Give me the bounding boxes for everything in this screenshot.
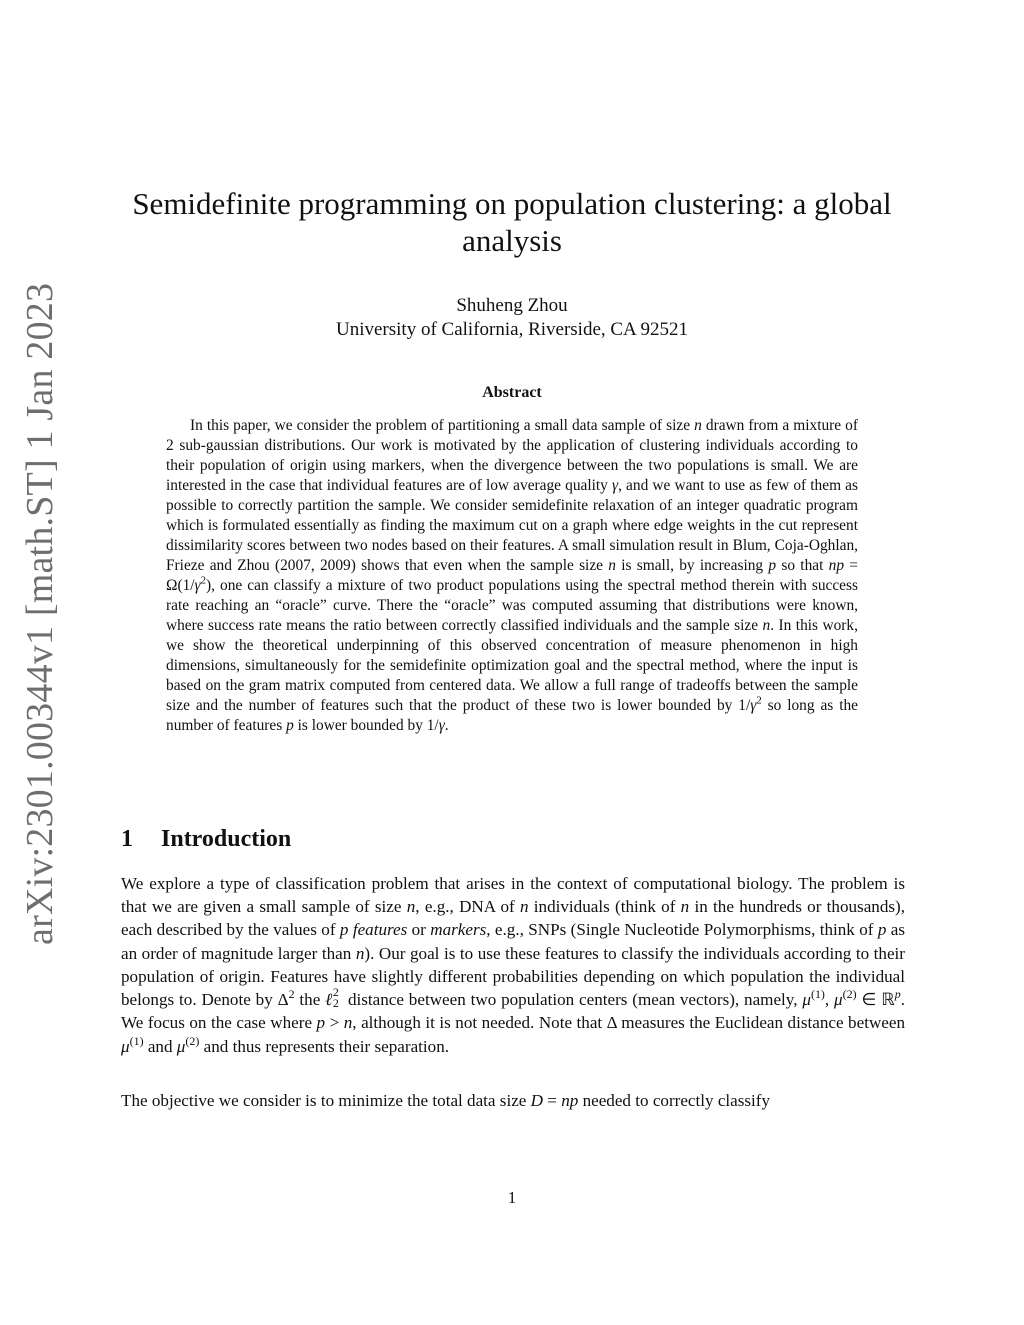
abstract-text: In this paper, we consider the problem of partitioning a small data sample of size n drawn from a mixture of 2 sub-gaussian distributions. Our work is motivated by the application of clustering individuals according to their population of origin using markers, when the divergence between the two populations is small. We are interested in the case that individual features are of low average quality γ, and we want to use as few of them as possible to correctly partition the sample. We consider semidefinite relaxation of an integer quadratic program which is formulated essentially as finding the maximum cut on a graph where edge weights in the cut represent dissimilarity scores between two nodes based on their features. A small simulation result in Blum, Coja-Oghlan, Frieze and Zhou (2007, 2009) shows that even when the sample size n is small, by increasing p so that np = $\Omega(1/\gamma^2)$, one can classify a mixture of two product populations using the spectral method therein with success rate reaching an “oracle” curve. There the “oracle” was computed assuming that distributions were known, where success rate means the ratio between correctly classified individuals and the sample size n. In this work, we show the theoretical underpinning of this observed concentration of measure phenomenon in high dimensions, simultaneously for the semidefinite optimization goal and the spectral method, where the input is based on the gram matrix computed from centered data. We allow a full range of tradeoffs between the sample size and the number of features such that the product of these two is lower bounded by $1/\gamma^2$ so long as the number of features p is lower bounded by 1/γ. [166, 417, 859, 734]
arxiv-identifier-stamp: arXiv:2301.00344v1 [math.ST] 1 Jan 2023 [19, 282, 61, 945]
author-name: Shuheng Zhou [456, 295, 568, 316]
author-block [130, 294, 894, 342]
intro-paragraph-1: We explore a type of classification problem that arises in the context of computational biology. The problem is that we are given a small sample of size n, e.g., DNA of n individuals (think of n in the hundreds or thousands), each described by the values of p features or markers, e.g., SNPs (Single Nucleotide Polymorphisms, think of p as an order of magnitude larger than n). Our goal is to use these features to classify the individuals according to their population of origin. Features have slightly different probabilities depending on which population the individual belongs to. Denote by $\Delta^2$ the ℓ 2 2 distance between two population centers (mean vectors), namely, $\mu^{(1)}$, $\mu^{(2)}$ ∈ ℝ$^p$. We focus on the case where p > n, although it is not needed. Note that Δ measures the Euclidean distance between $\mu^{(1)}$ and $\mu^{(2)}$ and thus represents their separation. [121, 874, 906, 1056]
paper-title: Semidefinite programming on population clustering: a global analysis [132, 186, 892, 258]
section-title: Introduction [161, 826, 292, 852]
section-number: 1 [121, 826, 133, 852]
section-heading-introduction [121, 826, 291, 853]
page-number: 1 [507, 1188, 517, 1207]
abstract-heading: Abstract [482, 384, 542, 401]
author-affiliation: University of California, Riverside, CA 92521 [336, 319, 688, 340]
intro-paragraph-2: The objective we consider is to minimize the total data size D = np needed to correctly classify [121, 1091, 771, 1110]
